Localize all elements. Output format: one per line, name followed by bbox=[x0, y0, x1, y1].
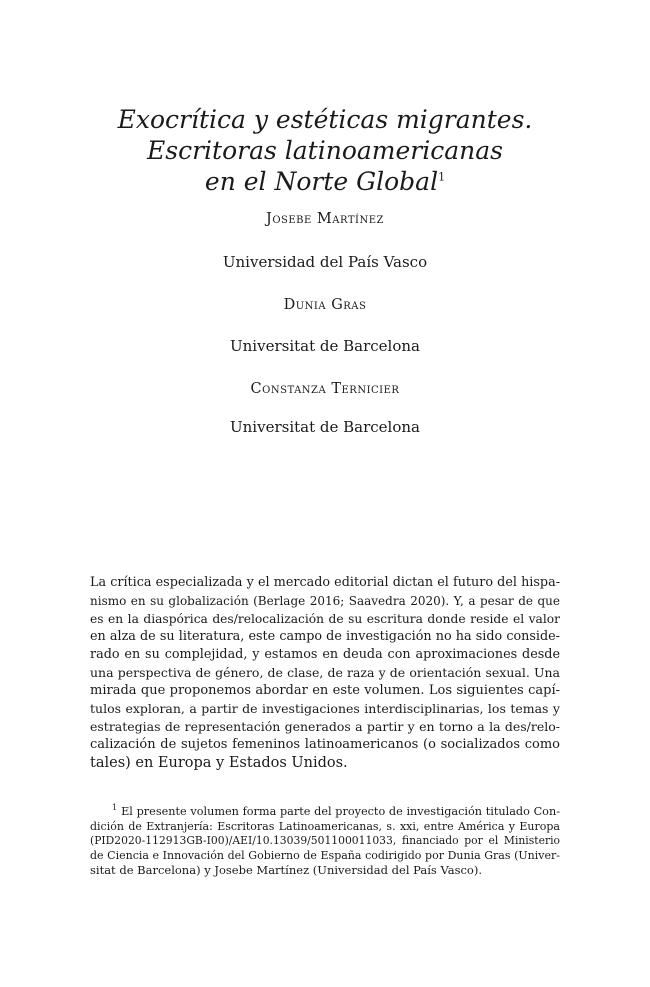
abstract-line: tales) en Europa y Estados Unidos. bbox=[90, 755, 348, 771]
author-name-1: Josebe Martínez bbox=[266, 211, 384, 227]
footnote-line: sitat de Barcelona) y Josebe Martínez (Universidad del País Vasco). bbox=[90, 863, 482, 878]
author-name-2: Dunia Gras bbox=[283, 297, 367, 313]
abstract-line: es en la diaspórica des/relocalización de su escritura donde reside el valor bbox=[90, 612, 560, 626]
author-affiliation-1: Universidad del País Vasco bbox=[222, 253, 428, 271]
abstract-paragraph bbox=[90, 574, 560, 772]
abstract-line: en alza de su literatura, este campo de investigación no ha sido conside- bbox=[90, 629, 560, 644]
footnote-line bbox=[90, 805, 560, 820]
author-name-3: Constanza Ternicier bbox=[250, 381, 400, 397]
title-line-2: Escritoras latinoamericanas bbox=[147, 136, 503, 165]
footnote-line: de Ciencia e Innovación del Gobierno de España codirigido por Dunia Gras (Univer- bbox=[90, 848, 560, 862]
abstract-line: La crítica especializada y el mercado editorial dictan el futuro del hispa- bbox=[90, 575, 560, 590]
footnote bbox=[90, 805, 560, 878]
abstract-line: calización de sujetos femeninos latinoamericanos (o socializados como bbox=[90, 737, 560, 752]
abstract-line: nismo en su globalización (Berlage 2016; Saavedra 2020). Y, a pesar de que bbox=[90, 594, 560, 608]
abstract-line: tulos exploran, a partir de investigaciones interdisciplinarias, los temas y bbox=[90, 701, 560, 716]
author-affiliation-3: Universitat de Barcelona bbox=[230, 418, 420, 436]
abstract-line: una perspectiva de género, de clase, de raza y de orientación sexual. Una bbox=[90, 665, 560, 680]
footnote-line: dición de Extranjería: Escritoras Latinoamericanas, s. xxi, entre América y Europa bbox=[90, 819, 560, 833]
title-line-1: Exocrítica y estéticas migrantes. bbox=[117, 105, 533, 134]
footnote-line: (PID2020-112913GB-I00)/AEI/10.13039/501100011033, financiado por el Ministerio bbox=[90, 834, 560, 848]
chapter-title bbox=[0, 104, 650, 197]
title-footnote-mark[interactable]: 1 bbox=[438, 170, 446, 184]
abstract-line: mirada que proponemos abordar en este volumen. Los siguientes capí- bbox=[90, 683, 560, 698]
footnote-line-text: El presente volumen forma parte del proyecto de investigación titulado Con- bbox=[121, 805, 560, 818]
title-line-3-text: en el Norte Global bbox=[204, 167, 439, 196]
footnote-mark: 1 bbox=[112, 803, 118, 813]
author-affiliation-2: Universitat de Barcelona bbox=[230, 337, 420, 355]
abstract-line: rado en su complejidad, y estamos en deuda con aproximaciones desde bbox=[90, 647, 560, 662]
title-line-3 bbox=[0, 166, 650, 197]
abstract-line: estrategias de representación generados a partir y en torno a la des/relo- bbox=[90, 719, 560, 734]
